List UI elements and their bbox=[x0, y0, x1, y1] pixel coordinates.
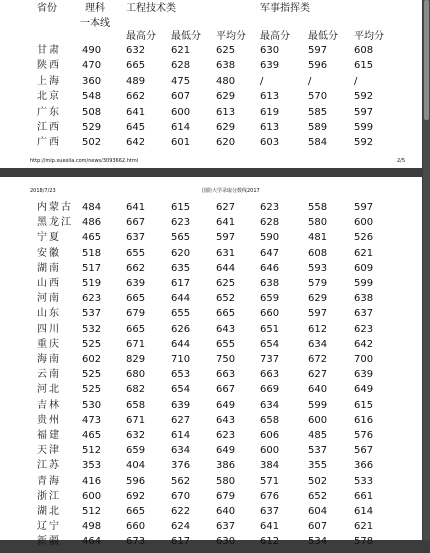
score-cell: 571 bbox=[260, 475, 280, 487]
score-cell: 613 bbox=[260, 91, 280, 103]
score-cell: 665 bbox=[126, 323, 146, 335]
score-cell: 659 bbox=[126, 445, 146, 457]
score-cell: 737 bbox=[260, 354, 280, 365]
score-cell: 628 bbox=[260, 217, 280, 229]
score-cell: 660 bbox=[126, 521, 146, 533]
score-cell: 481 bbox=[308, 232, 328, 244]
province-cell: 甘肃 bbox=[37, 45, 61, 56]
score-cell: 649 bbox=[354, 384, 374, 396]
score-cell: 625 bbox=[216, 278, 236, 289]
header-province: 省份 bbox=[37, 3, 57, 14]
score-cell: 665 bbox=[216, 308, 236, 320]
score-cell: 643 bbox=[216, 323, 236, 335]
score-cell: 629 bbox=[216, 91, 236, 103]
subheader-cell: 最低分 bbox=[171, 31, 201, 42]
pdf-page-3 bbox=[0, 177, 422, 548]
province-cell: 广东 bbox=[37, 106, 61, 118]
pdf-page-2 bbox=[0, 0, 422, 168]
score-cell: 642 bbox=[126, 137, 146, 149]
score-cell: 651 bbox=[260, 323, 280, 335]
province-cell: 新疆 bbox=[37, 536, 61, 548]
score-cell: 643 bbox=[216, 414, 236, 426]
score-cell: 600 bbox=[82, 490, 102, 502]
score-cell: 465 bbox=[82, 232, 102, 244]
score-cell: 565 bbox=[171, 232, 191, 244]
score-cell: 465 bbox=[82, 430, 102, 441]
score-cell: / bbox=[354, 75, 358, 87]
province-cell: 黑龙江 bbox=[37, 217, 73, 229]
score-cell: 529 bbox=[82, 122, 102, 133]
score-cell: 679 bbox=[216, 490, 236, 502]
score-cell: 644 bbox=[171, 293, 191, 305]
score-cell: 615 bbox=[171, 202, 191, 213]
score-cell: 613 bbox=[216, 106, 236, 118]
score-cell: 671 bbox=[126, 414, 146, 426]
score-cell: 641 bbox=[126, 106, 146, 118]
score-cell: 599 bbox=[308, 399, 328, 411]
score-cell: 599 bbox=[354, 122, 374, 133]
score-cell: 508 bbox=[82, 106, 102, 118]
score-cell: 621 bbox=[354, 521, 374, 533]
score-cell: 612 bbox=[308, 323, 328, 335]
province-cell: 云南 bbox=[37, 369, 61, 381]
score-cell: 475 bbox=[171, 75, 191, 87]
score-cell: 700 bbox=[354, 354, 374, 365]
score-cell: 653 bbox=[171, 369, 191, 381]
footer-url: http://mip.xuexila.com/news/3093662.html bbox=[30, 158, 139, 164]
score-cell: 640 bbox=[308, 384, 328, 396]
score-cell: 526 bbox=[354, 232, 374, 244]
header-military: 军事指挥类 bbox=[260, 3, 310, 14]
score-cell: 606 bbox=[260, 430, 280, 441]
score-cell: 623 bbox=[82, 293, 102, 305]
score-cell: 638 bbox=[216, 60, 236, 72]
score-cell: 672 bbox=[308, 354, 328, 365]
score-cell: 655 bbox=[216, 338, 236, 350]
province-cell: 内蒙古 bbox=[37, 202, 73, 213]
score-cell: 604 bbox=[308, 506, 328, 517]
score-cell: 671 bbox=[126, 338, 146, 350]
province-cell: 北京 bbox=[37, 91, 61, 103]
score-cell: 593 bbox=[308, 262, 328, 274]
score-cell: 639 bbox=[171, 399, 191, 411]
province-cell: 陕西 bbox=[37, 60, 61, 72]
score-cell: 629 bbox=[308, 293, 328, 305]
score-cell: 626 bbox=[171, 323, 191, 335]
subheader-row bbox=[0, 31, 422, 45]
score-cell: 655 bbox=[171, 308, 191, 320]
score-cell: 600 bbox=[308, 414, 328, 426]
score-cell: 692 bbox=[126, 490, 146, 502]
table-row bbox=[0, 536, 422, 553]
score-cell: 376 bbox=[171, 460, 191, 472]
score-cell: 355 bbox=[308, 460, 328, 472]
header-eng-tech: 工程技术类 bbox=[126, 3, 176, 14]
print-date: 2018/7/23 bbox=[30, 188, 56, 194]
score-cell: 652 bbox=[216, 293, 236, 305]
score-cell: 537 bbox=[308, 445, 328, 457]
score-cell: 576 bbox=[354, 430, 374, 441]
score-cell: 676 bbox=[260, 490, 280, 502]
score-cell: 640 bbox=[216, 506, 236, 517]
score-cell: 669 bbox=[260, 384, 280, 396]
header-science: 理科 bbox=[85, 3, 105, 14]
score-cell: 584 bbox=[308, 137, 328, 149]
score-cell: 645 bbox=[126, 122, 146, 133]
score-cell: 622 bbox=[171, 506, 191, 517]
score-cell: 635 bbox=[171, 262, 191, 274]
score-cell: 616 bbox=[354, 414, 374, 426]
score-cell: 580 bbox=[216, 475, 236, 487]
province-cell: 浙江 bbox=[37, 490, 61, 502]
score-cell: 627 bbox=[216, 202, 236, 213]
province-cell: 上海 bbox=[37, 75, 61, 87]
score-cell: 637 bbox=[126, 232, 146, 244]
score-cell: 599 bbox=[354, 278, 374, 289]
score-cell: 567 bbox=[354, 445, 374, 457]
score-cell: 662 bbox=[126, 262, 146, 274]
score-cell: 641 bbox=[126, 202, 146, 213]
score-cell: 597 bbox=[216, 232, 236, 244]
score-cell: 570 bbox=[308, 91, 328, 103]
province-cell: 辽宁 bbox=[37, 521, 61, 533]
score-cell: 519 bbox=[82, 278, 102, 289]
province-cell: 海南 bbox=[37, 354, 61, 365]
score-cell: 502 bbox=[308, 475, 328, 487]
score-cell: 673 bbox=[126, 536, 146, 548]
score-cell: 658 bbox=[260, 414, 280, 426]
score-cell: 613 bbox=[260, 122, 280, 133]
score-cell: 603 bbox=[260, 137, 280, 149]
score-cell: 490 bbox=[82, 45, 102, 56]
score-cell: 623 bbox=[354, 323, 374, 335]
score-cell: 404 bbox=[126, 460, 146, 472]
score-cell: 612 bbox=[260, 536, 280, 548]
score-cell: 592 bbox=[354, 91, 374, 103]
score-cell: 637 bbox=[260, 506, 280, 517]
score-cell: 533 bbox=[354, 475, 374, 487]
province-cell: 河南 bbox=[37, 293, 61, 305]
score-cell: 670 bbox=[171, 490, 191, 502]
score-cell: 484 bbox=[82, 202, 102, 213]
footer-page-number: 2/5 bbox=[397, 158, 406, 164]
score-cell: 614 bbox=[171, 430, 191, 441]
score-cell: 360 bbox=[82, 75, 102, 87]
score-cell: 624 bbox=[171, 521, 191, 533]
score-cell: 750 bbox=[216, 354, 236, 365]
score-cell: 525 bbox=[82, 369, 102, 381]
score-cell: 502 bbox=[82, 137, 102, 149]
province-cell: 四川 bbox=[37, 323, 61, 335]
score-cell: 597 bbox=[308, 45, 328, 56]
score-cell: 386 bbox=[216, 460, 236, 472]
score-cell: 639 bbox=[260, 60, 280, 72]
score-cell: 629 bbox=[216, 122, 236, 133]
score-cell: 530 bbox=[82, 399, 102, 411]
score-cell: 384 bbox=[260, 460, 280, 472]
score-cell: 597 bbox=[354, 202, 374, 213]
score-cell: 512 bbox=[82, 445, 102, 457]
score-cell: 630 bbox=[260, 45, 280, 56]
score-cell: 623 bbox=[260, 202, 280, 213]
score-cell: 532 bbox=[82, 323, 102, 335]
score-cell: 601 bbox=[171, 137, 191, 149]
score-cell: 641 bbox=[216, 217, 236, 229]
province-cell: 江苏 bbox=[37, 460, 61, 472]
score-cell: 665 bbox=[126, 293, 146, 305]
score-cell: 607 bbox=[308, 521, 328, 533]
score-cell: 710 bbox=[171, 354, 191, 365]
score-cell: 639 bbox=[354, 369, 374, 381]
province-cell: 河北 bbox=[37, 384, 61, 396]
province-cell: 宁夏 bbox=[37, 232, 61, 244]
document-title: 国防大学录取分数线2017 bbox=[202, 188, 260, 194]
score-cell: 486 bbox=[82, 217, 102, 229]
score-cell: 600 bbox=[260, 445, 280, 457]
province-cell: 山西 bbox=[37, 278, 61, 289]
score-cell: 621 bbox=[171, 45, 191, 56]
score-cell: 667 bbox=[216, 384, 236, 396]
score-cell: 623 bbox=[171, 217, 191, 229]
province-cell: 江西 bbox=[37, 122, 61, 133]
score-cell: 634 bbox=[308, 338, 328, 350]
score-cell: 659 bbox=[260, 293, 280, 305]
score-cell: 473 bbox=[82, 414, 102, 426]
score-cell: 632 bbox=[126, 430, 146, 441]
subheader-cell: 最高分 bbox=[126, 31, 156, 42]
province-cell: 贵州 bbox=[37, 414, 61, 426]
score-cell: 620 bbox=[171, 247, 191, 259]
province-cell: 湖南 bbox=[37, 262, 61, 274]
score-cell: 534 bbox=[308, 536, 328, 548]
score-cell: 667 bbox=[126, 217, 146, 229]
score-cell: 600 bbox=[354, 217, 374, 229]
score-cell: 537 bbox=[82, 308, 102, 320]
score-cell: 644 bbox=[216, 262, 236, 274]
score-cell: 638 bbox=[354, 293, 374, 305]
score-cell: 649 bbox=[216, 399, 236, 411]
score-cell: 628 bbox=[171, 60, 191, 72]
score-cell: 366 bbox=[354, 460, 374, 472]
score-cell: 647 bbox=[260, 247, 280, 259]
subheader-cell: 最低分 bbox=[308, 31, 338, 42]
score-cell: 627 bbox=[171, 414, 191, 426]
score-cell: 661 bbox=[354, 490, 374, 502]
score-cell: 600 bbox=[171, 106, 191, 118]
score-cell: 623 bbox=[216, 430, 236, 441]
score-cell: 665 bbox=[126, 506, 146, 517]
subheader-cell: 平均分 bbox=[354, 31, 384, 42]
score-cell: 627 bbox=[308, 369, 328, 381]
score-cell: 512 bbox=[82, 506, 102, 517]
score-cell: 589 bbox=[308, 122, 328, 133]
score-cell: 679 bbox=[126, 308, 146, 320]
score-cell: 637 bbox=[216, 521, 236, 533]
score-cell: 615 bbox=[354, 60, 374, 72]
score-cell: 649 bbox=[216, 445, 236, 457]
score-cell: 607 bbox=[171, 91, 191, 103]
score-cell: 470 bbox=[82, 60, 102, 72]
score-cell: 680 bbox=[126, 369, 146, 381]
score-cell: 654 bbox=[260, 338, 280, 350]
province-cell: 广西 bbox=[37, 137, 61, 149]
province-cell: 安徽 bbox=[37, 247, 61, 259]
score-cell: 641 bbox=[260, 521, 280, 533]
score-cell: 608 bbox=[354, 45, 374, 56]
score-cell: 525 bbox=[82, 384, 102, 396]
score-cell: 485 bbox=[308, 430, 328, 441]
province-cell: 山东 bbox=[37, 308, 61, 320]
table-row bbox=[0, 137, 422, 154]
score-cell: 620 bbox=[216, 137, 236, 149]
score-cell: 665 bbox=[126, 60, 146, 72]
score-cell: 517 bbox=[82, 262, 102, 274]
score-cell: 638 bbox=[260, 278, 280, 289]
score-cell: 663 bbox=[260, 369, 280, 381]
province-cell: 福建 bbox=[37, 430, 61, 441]
score-cell: 652 bbox=[308, 490, 328, 502]
score-cell: 644 bbox=[171, 338, 191, 350]
province-cell: 湖北 bbox=[37, 506, 61, 517]
score-cell: 625 bbox=[216, 45, 236, 56]
score-cell: 597 bbox=[354, 106, 374, 118]
score-cell: 660 bbox=[260, 308, 280, 320]
score-cell: 632 bbox=[126, 45, 146, 56]
score-cell: 617 bbox=[171, 536, 191, 548]
score-cell: 464 bbox=[82, 536, 102, 548]
score-cell: 637 bbox=[354, 308, 374, 320]
score-cell: 615 bbox=[354, 399, 374, 411]
score-cell: 578 bbox=[354, 536, 374, 548]
score-cell: 525 bbox=[82, 338, 102, 350]
score-cell: 608 bbox=[308, 247, 328, 259]
score-cell: 634 bbox=[260, 399, 280, 411]
score-cell: 498 bbox=[82, 521, 102, 533]
score-cell: 489 bbox=[126, 75, 146, 87]
score-cell: 597 bbox=[308, 308, 328, 320]
score-cell: 609 bbox=[354, 262, 374, 274]
subheader-cell: 平均分 bbox=[216, 31, 246, 42]
score-cell: 829 bbox=[126, 354, 146, 365]
score-cell: 630 bbox=[216, 536, 236, 548]
score-cell: 585 bbox=[308, 106, 328, 118]
score-cell: 596 bbox=[126, 475, 146, 487]
score-cell: 592 bbox=[354, 137, 374, 149]
score-cell: 614 bbox=[171, 122, 191, 133]
score-cell: 558 bbox=[308, 202, 328, 213]
score-cell: 663 bbox=[216, 369, 236, 381]
score-cell: 621 bbox=[354, 247, 374, 259]
score-cell: 682 bbox=[126, 384, 146, 396]
province-cell: 天津 bbox=[37, 445, 61, 457]
score-cell: 631 bbox=[216, 247, 236, 259]
score-cell: 639 bbox=[126, 278, 146, 289]
score-cell: 480 bbox=[216, 75, 236, 87]
province-cell: 吉林 bbox=[37, 399, 61, 411]
score-cell: 658 bbox=[126, 399, 146, 411]
header-tier1: 一本线 bbox=[80, 18, 110, 29]
score-cell: 580 bbox=[308, 217, 328, 229]
subheader-cell: 最高分 bbox=[260, 31, 290, 42]
score-cell: 662 bbox=[126, 91, 146, 103]
score-cell: 646 bbox=[260, 262, 280, 274]
scrollbar-thumb[interactable] bbox=[424, 0, 429, 120]
score-cell: / bbox=[260, 75, 264, 87]
score-cell: 562 bbox=[171, 475, 191, 487]
score-cell: 614 bbox=[354, 506, 374, 517]
score-cell: 617 bbox=[171, 278, 191, 289]
score-cell: 579 bbox=[308, 278, 328, 289]
score-cell: 602 bbox=[82, 354, 102, 365]
score-cell: 353 bbox=[82, 460, 102, 472]
score-cell: 642 bbox=[354, 338, 374, 350]
score-cell: 590 bbox=[260, 232, 280, 244]
province-cell: 重庆 bbox=[37, 338, 61, 350]
score-cell: 596 bbox=[308, 60, 328, 72]
score-cell: 634 bbox=[171, 445, 191, 457]
score-cell: / bbox=[308, 75, 312, 87]
score-cell: 548 bbox=[82, 91, 102, 103]
province-cell: 青海 bbox=[37, 475, 61, 487]
score-cell: 518 bbox=[82, 247, 102, 259]
score-cell: 654 bbox=[171, 384, 191, 396]
score-cell: 619 bbox=[260, 106, 280, 118]
score-cell: 416 bbox=[82, 475, 102, 487]
score-cell: 655 bbox=[126, 247, 146, 259]
